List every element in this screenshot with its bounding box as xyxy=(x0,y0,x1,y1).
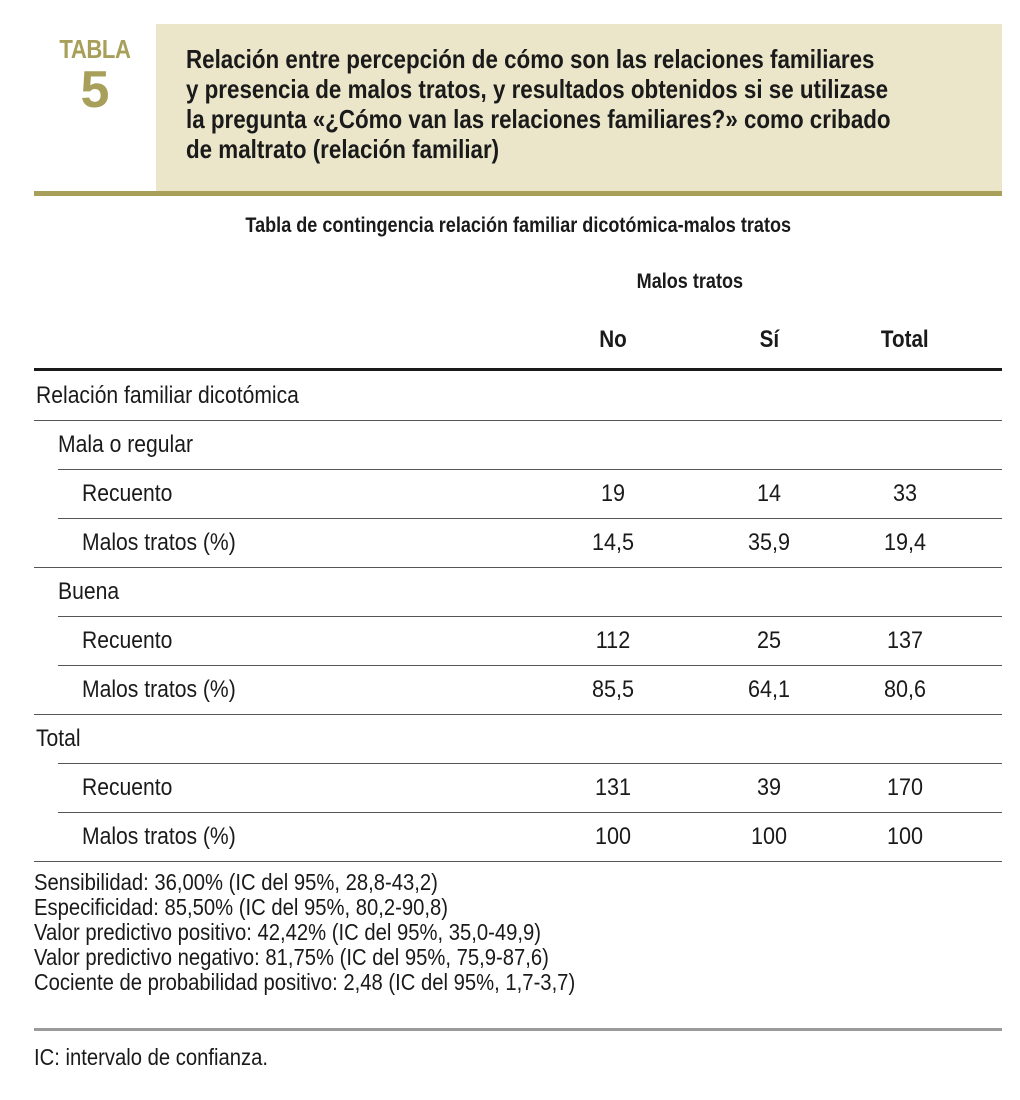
table-row xyxy=(0,519,1020,567)
table-cell: 80,6 xyxy=(883,676,927,703)
table-row xyxy=(0,666,1020,714)
table-subtitle-text: Tabla de contingencia relación familiar dicotómica-malos tratos xyxy=(245,214,791,237)
table-title xyxy=(186,44,999,164)
table-cell: 14,5 xyxy=(591,529,635,556)
note-line: Sensibilidad: 36,00% (IC del 95%, 28,8-43,2) xyxy=(34,869,438,895)
row-label: Malos tratos (%) xyxy=(82,529,236,556)
table-cell: 85,5 xyxy=(591,676,635,703)
title-line: la pregunta «¿Cómo van las relaciones familiares?» como cribado xyxy=(186,104,891,134)
footnote: IC: intervalo de confianza. xyxy=(34,1044,269,1070)
table-cell: 170 xyxy=(886,774,924,801)
tabla-number: 5 xyxy=(80,61,110,119)
column-header-si xyxy=(694,326,844,354)
title-line: de maltrato (relación familiar) xyxy=(186,134,500,164)
table-cell: 100 xyxy=(750,823,788,850)
tabla-label: TABLA xyxy=(59,34,131,64)
row-label: Malos tratos (%) xyxy=(82,676,236,703)
table-cell: 19 xyxy=(600,480,626,507)
table-row xyxy=(0,470,1020,518)
table-row xyxy=(0,813,1020,861)
table-row xyxy=(0,372,1020,420)
footer-divider xyxy=(34,1028,1002,1031)
row-divider xyxy=(34,861,1002,862)
row-label: Recuento xyxy=(82,480,173,507)
table-cell: 19,4 xyxy=(883,529,927,556)
column-group-text: Malos tratos xyxy=(636,270,744,293)
table-cell: 14 xyxy=(756,480,782,507)
table-cell: 137 xyxy=(886,627,924,654)
column-header-total xyxy=(830,326,980,354)
table-cell: 100 xyxy=(594,823,632,850)
column-header-no xyxy=(538,326,688,354)
row-label: Buena xyxy=(58,578,120,605)
table-row xyxy=(0,617,1020,665)
table-row xyxy=(0,715,1020,763)
row-label: Malos tratos (%) xyxy=(82,823,236,850)
table-cell: 33 xyxy=(892,480,918,507)
header-rule xyxy=(34,368,1002,371)
title-line: Relación entre percepción de cómo son las relaciones familiares xyxy=(186,44,875,74)
table-cell: 112 xyxy=(595,627,631,654)
table-row xyxy=(0,568,1020,616)
column-header-text: Total xyxy=(881,326,929,353)
row-label: Total xyxy=(36,725,81,752)
table-header xyxy=(34,24,1002,192)
note-line: Valor predictivo positivo: 42,42% (IC del 95%, 35,0-49,9) xyxy=(34,919,542,945)
table-cell: 35,9 xyxy=(747,529,791,556)
header-divider xyxy=(34,191,1002,196)
table-subtitle xyxy=(34,214,1002,238)
table-cell: 100 xyxy=(886,823,924,850)
title-line: y presencia de malos tratos, y resultados obtenidos si se utilizase xyxy=(186,74,889,104)
statistics-notes xyxy=(34,870,1002,995)
table-cell: 39 xyxy=(756,774,782,801)
column-group-header xyxy=(540,270,840,294)
table-row xyxy=(0,421,1020,469)
row-label: Recuento xyxy=(82,774,173,801)
row-label: Recuento xyxy=(82,627,173,654)
note-line: Cociente de probabilidad positivo: 2,48 (IC del 95%, 1,7-3,7) xyxy=(34,969,576,995)
table-cell: 131 xyxy=(594,774,632,801)
row-label: Mala o regular xyxy=(58,431,194,458)
note-line: Valor predictivo negativo: 81,75% (IC del 95%, 75,9-87,6) xyxy=(34,944,549,970)
note-line: Especificidad: 85,50% (IC del 95%, 80,2-90,8) xyxy=(34,894,449,920)
column-header-text: No xyxy=(599,326,627,353)
title-box xyxy=(156,24,1002,192)
table-row xyxy=(0,764,1020,812)
column-header-text: Sí xyxy=(759,326,779,353)
table-cell: 25 xyxy=(756,627,782,654)
table-cell: 64,1 xyxy=(747,676,791,703)
row-label: Relación familiar dicotómica xyxy=(36,382,299,409)
